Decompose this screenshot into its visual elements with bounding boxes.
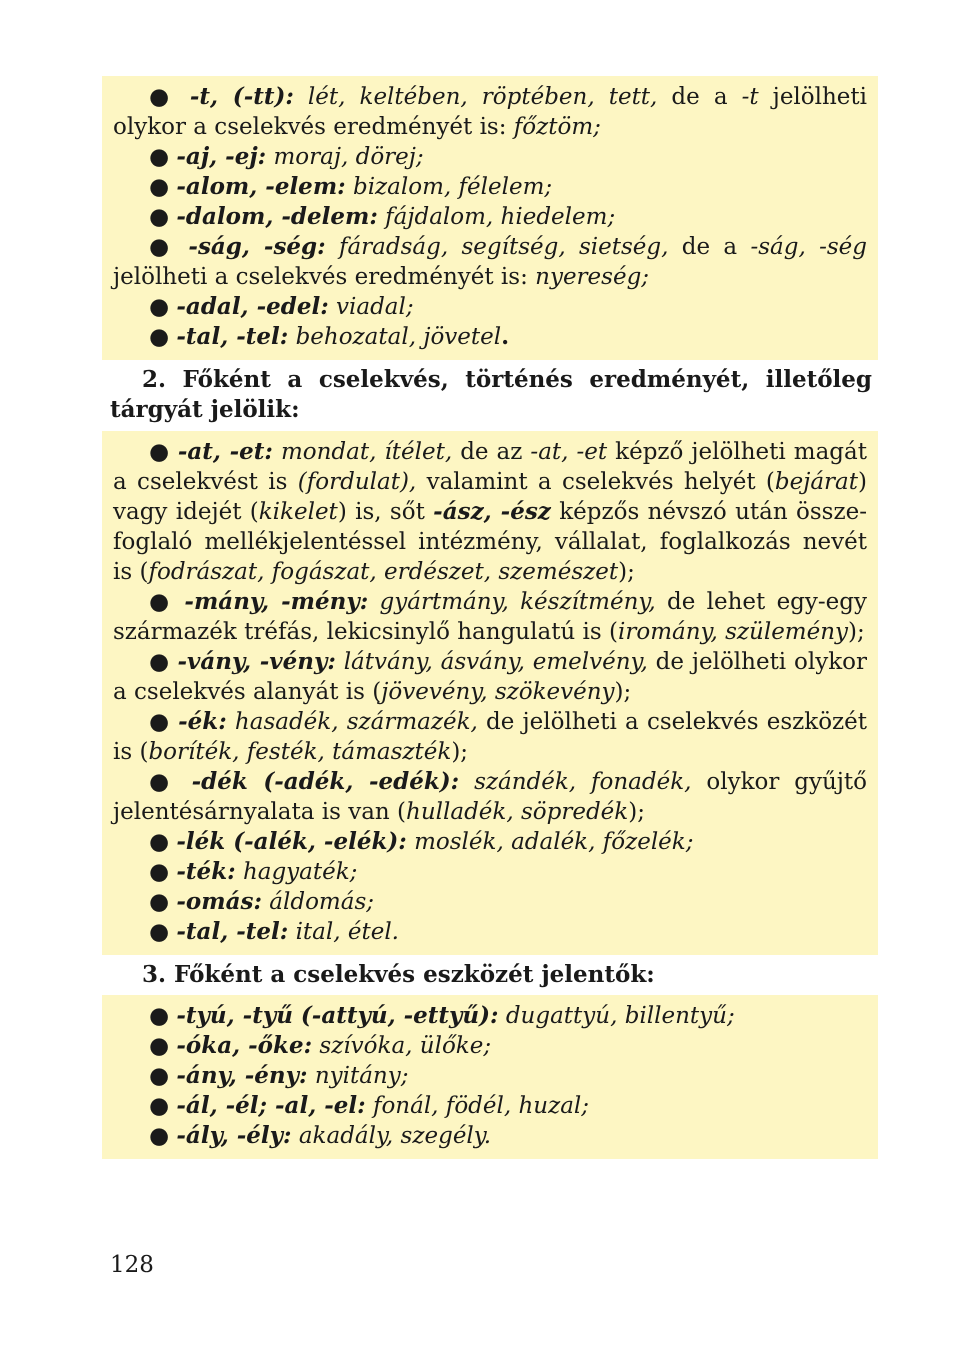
suffix-label: -aj, -ej: [176,143,267,170]
suffix-examples: fájdalom, hiedelem; [385,204,616,230]
bullet-icon: ● [149,439,178,465]
bullet-icon: ● [149,324,177,350]
suffix-label: -dék (-adék, -edék): [191,768,460,795]
bullet-icon: ● [149,204,177,230]
suffix-examples: bizalom, félelem; [352,174,553,200]
suffix-label: -ték: [176,858,236,885]
suffix-examples: moslék, adalék, főzelék; [414,829,694,855]
suffix-entry [113,142,867,172]
bullet-icon: ● [149,1123,177,1149]
page-number: 128 [110,1252,154,1278]
suffix-examples: lét, keltében, röptében, tett, de a -t jelölheti olykor a cselekvés eredményét is: főztöm; [113,84,868,140]
suffix-label: -ál, -él; -al, -el: [176,1092,366,1119]
suffix-label: -tal, -tel: [176,323,289,350]
bullet-icon: ● [149,829,177,855]
bullet-icon: ● [149,294,177,320]
suffix-label: -ály, -ély: [176,1122,292,1149]
suffix-examples: hagyaték; [242,859,358,885]
suffix-label: -tal, -tel: [176,918,289,945]
suffix-entry [113,707,867,767]
suffix-examples: dugattyú, billentyű; [505,1003,735,1029]
suffix-examples: mondat, ítélet, de az -at, -et képző jelölheti magát a cselekvést is (fordulat), valamint a cselekvés helyét (bejárat) vagy idejét (kikelet) is, sőt -ász, -ész képzős névszó után összefoglaló mellékjelentéssel intézmény, vállalat, foglalkozás nevét is (fodrászat, fogászat, erdészet, szemészet); [113,439,867,585]
bullet-icon: ● [149,769,192,795]
suffix-entry [113,587,867,647]
suffix-entry [113,767,867,827]
suffix-entry [113,827,867,857]
suffix-entry [113,1061,867,1091]
suffix-label: -dalom, -delem: [176,203,378,230]
suffix-entry [113,1121,867,1151]
bullet-icon: ● [149,709,179,735]
suffix-examples: fonál, födél, huzal; [372,1093,590,1119]
suffix-examples: hasadék, származék, de jelölheti a cselekvés eszközét is (boríték, festék, támaszték); [113,709,868,765]
suffix-entry [113,647,867,707]
suffix-label: -mány, -mény: [184,588,369,615]
suffix-label: -vány, -vény: [177,648,336,675]
bullet-icon: ● [149,649,178,675]
suffix-examples: gyártmány, készítmény, de lehet egy-egy származék tréfás, lekicsinylő hangulatú is (iromány, szülemény); [113,589,868,645]
bullet-icon: ● [149,1063,177,1089]
suffix-label: -omás: [176,888,262,915]
suffix-examples: nyitány; [314,1063,409,1089]
bullet-icon: ● [149,174,177,200]
suffix-label: -lék (-alék, -elék): [176,828,407,855]
suffix-examples: viadal; [336,294,414,320]
section-heading-2: 2. Főként a cselekvés, történés eredményét, illetőleg tárgyát jelölik: [110,366,872,423]
suffix-examples: moraj, dörej; [273,144,424,170]
bullet-icon: ● [149,1033,177,1059]
suffix-entry [113,437,867,587]
suffix-label: -óka, -őke: [176,1032,313,1059]
suffix-examples: szándék, fonadék, olykor gyűjtő jelentésárnyalata is van (hulladék, söpredék); [113,769,867,825]
suffix-examples: látvány, ásvány, emelvény, de jelölheti olykor a cselekvés alanyát is (jövevény, szökevény); [113,649,867,705]
suffix-entry [113,292,867,322]
suffix-entry [113,887,867,917]
suffix-examples: behozatal, jövetel. [295,323,510,350]
section-heading-3: 3. Főként a cselekvés eszközét jelentők: [142,961,655,988]
bullet-icon: ● [149,889,177,915]
suffix-entry [113,82,867,142]
bullet-icon: ● [149,859,177,885]
suffix-label: -alom, -elem: [176,173,346,200]
bullet-icon: ● [149,144,177,170]
suffix-entry [113,857,867,887]
suffix-label: -at, -et: [177,438,273,465]
suffix-list-box-3 [102,995,878,1159]
bullet-icon: ● [149,589,185,615]
suffix-label: -ék: [178,708,227,735]
suffix-label: -t, (-tt): [189,83,294,110]
suffix-entry [113,1031,867,1061]
bullet-icon: ● [149,234,189,260]
bullet-icon: ● [149,84,190,110]
bullet-icon: ● [149,1003,177,1029]
bullet-icon: ● [149,1093,177,1119]
suffix-examples: áldomás; [269,889,374,915]
suffix-label: -tyú, -tyű (-attyú, -ettyű): [176,1002,499,1029]
suffix-list-box-1 [102,76,878,360]
bullet-icon: ● [149,919,177,945]
suffix-label: -adal, -edel: [176,293,329,320]
suffix-entry [113,1001,867,1031]
suffix-examples: akadály, szegély. [298,1123,492,1149]
suffix-list-box-2 [102,431,878,955]
suffix-examples: ital, étel. [295,919,399,945]
suffix-entry [113,202,867,232]
suffix-entry [113,1091,867,1121]
suffix-entry [113,172,867,202]
suffix-entry [113,917,867,947]
suffix-examples: szívóka, ülőke; [319,1033,492,1059]
suffix-entry [113,232,867,292]
suffix-label: -ság, -ség: [188,233,326,260]
suffix-label: -ány, -ény: [176,1062,308,1089]
suffix-examples: fáradság, segítség, sietség, de a -ság, -ség jelölheti a cselekvés eredményét is: nyereség; [113,234,868,290]
suffix-entry [113,322,867,352]
